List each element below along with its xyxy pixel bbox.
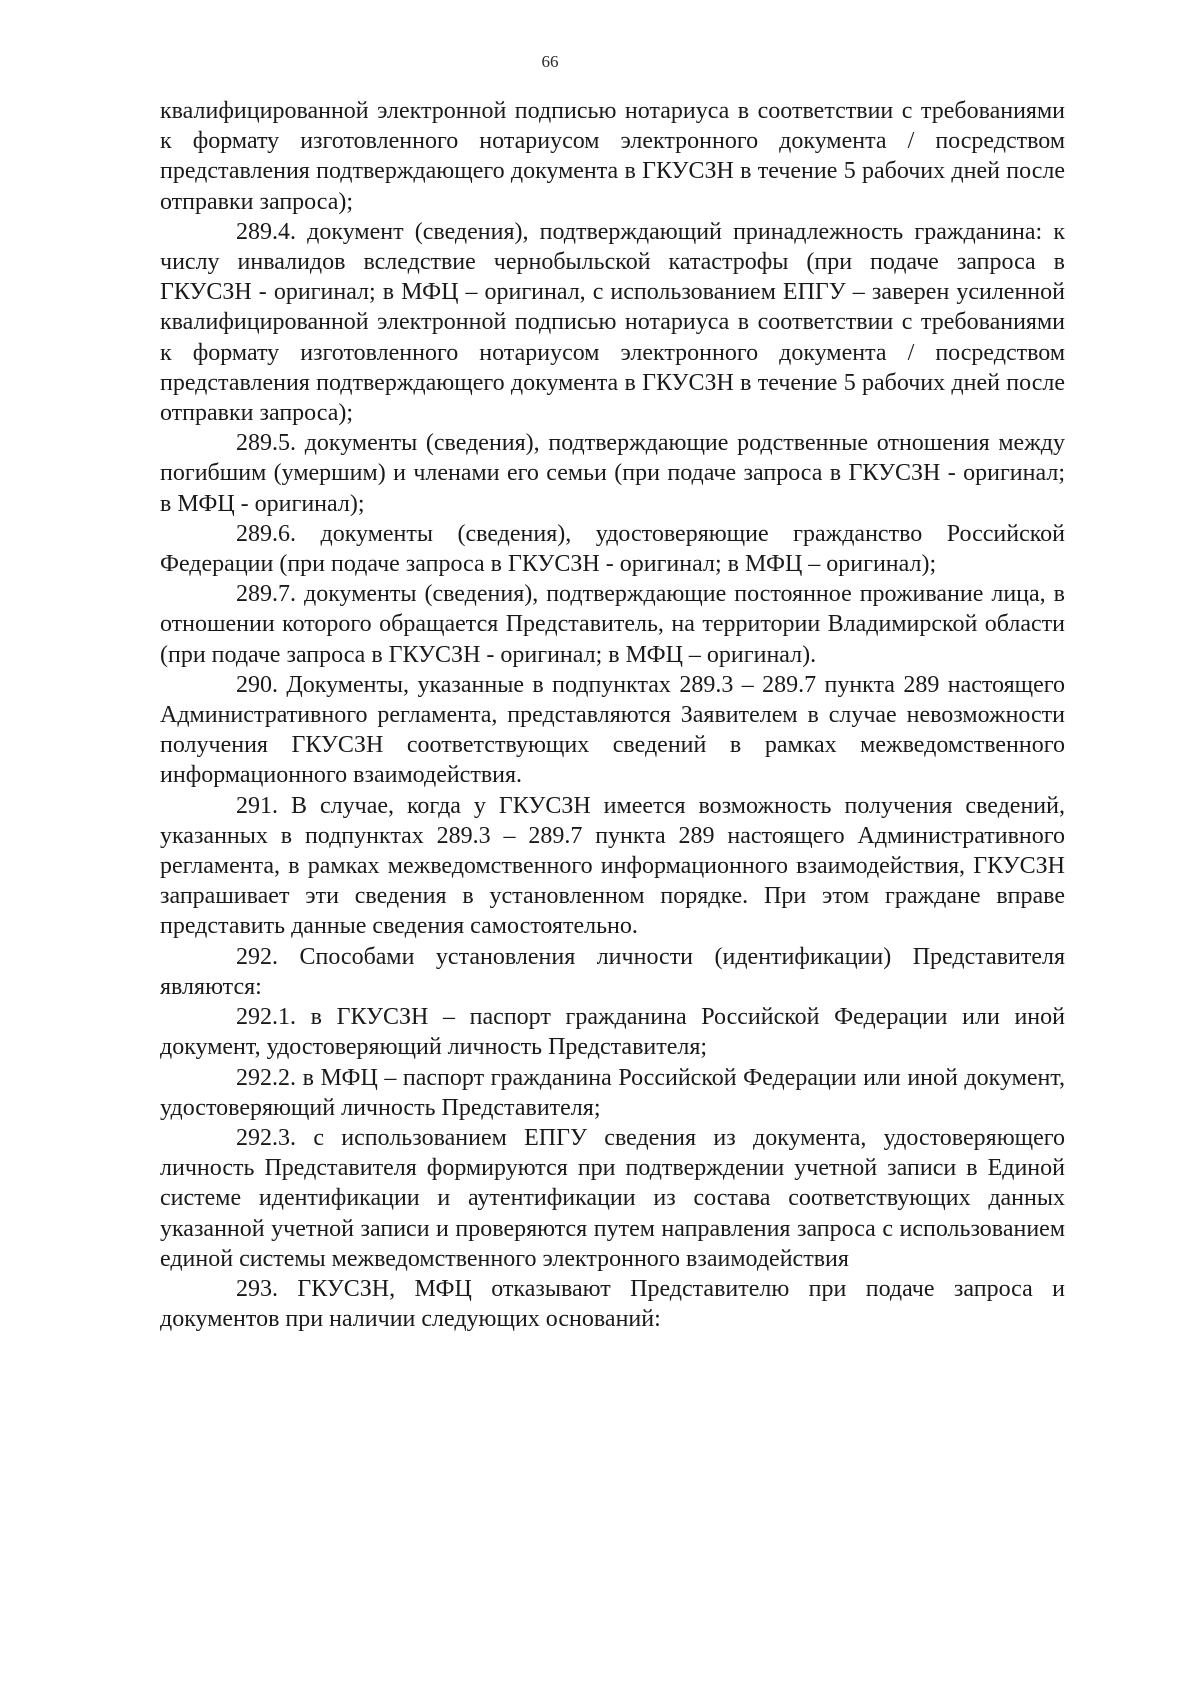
paragraph-289-5: 289.5. документы (сведения), подтверждающие родственные отношения между погибшим (умершим) и членами его семьи (при подаче запроса в ГКУСЗН - оригинал; в МФЦ - оригинал); bbox=[160, 430, 1065, 517]
paragraph-continuation: квалифицированной электронной подписью нотариуса в соответствии с требованиями к формату изготовленного нотариусом электронного документа / посредством представления подтверждающего документа в ГКУСЗН в течение 5 рабочих дней после отправки запроса); bbox=[160, 98, 1065, 215]
paragraph-290: 290. Документы, указанные в подпунктах 289.3 – 289.7 пункта 289 настоящего Административного регламента, представляются Заявителем в случае невозможности получения ГКУСЗН соответствующих сведений в рамках межведомственного информационного взаимодействия. bbox=[160, 671, 1065, 789]
paragraph-289-4: 289.4. документ (сведения), подтверждающий принадлежность гражданина: к числу инвалидов вследствие чернобыльской катастрофы (при подаче запроса в ГКУСЗН - оригинал; в МФЦ – оригинал, с использованием ЕПГУ – заверен усиленной квалифицированной электронной подписью нотариуса в соответствии с требованиями к формату изготовленного нотариусом электронного документа / посредством представления подтверждающего документа в ГКУСЗН в течение 5 рабочих дней после отправки запроса); bbox=[160, 218, 1065, 427]
paragraph-289-6: 289.6. документы (сведения), удостоверяющие гражданство Российской Федерации (при подаче запроса в ГКУСЗН - оригинал; в МФЦ – оригинал); bbox=[160, 520, 1065, 578]
paragraph-293: 293. ГКУСЗН, МФЦ отказывают Представителю при подаче запроса и документов при наличии следующих оснований: bbox=[160, 1275, 1065, 1333]
paragraph-292-1: 292.1. в ГКУСЗН – паспорт гражданина Российской Федерации или иной документ, удостоверяющий личность Представителя; bbox=[160, 1004, 1065, 1061]
paragraph-292-2: 292.2. в МФЦ – паспорт гражданина Российской Федерации или иной документ, удостоверяющий личность Представителя; bbox=[160, 1064, 1065, 1121]
paragraph-292: 292. Способами установления личности (идентификации) Представителя являются: bbox=[160, 943, 1065, 1000]
paragraph-289-7: 289.7. документы (сведения), подтверждающие постоянное проживание лица, в отношении которого обращается Представитель, на территории Владимирской области (при подаче запроса в ГКУСЗН - оригинал; в МФЦ – оригинал). bbox=[160, 581, 1065, 668]
document-body bbox=[160, 96, 1065, 1334]
paragraph-291: 291. В случае, когда у ГКУСЗН имеется возможность получения сведений, указанных в подпунктах 289.3 – 289.7 пункта 289 настоящего Административного регламента, в рамках межведомственного информационного взаимодействия, ГКУСЗН запрашивает эти сведения в установленном порядке. При этом граждане вправе представить данные сведения самостоятельно. bbox=[160, 792, 1065, 940]
paragraph-292-3: 292.3. с использованием ЕПГУ сведения из документа, удостоверяющего личность Представителя формируются при подтверждении учетной записи в Единой системе идентификации и аутентификации из состава соответствующих данных указанной учетной записи и проверяются путем направления запроса с использованием единой системы межведомственного электронного взаимодействия bbox=[160, 1124, 1065, 1272]
page-number: 66 bbox=[541, 52, 559, 71]
